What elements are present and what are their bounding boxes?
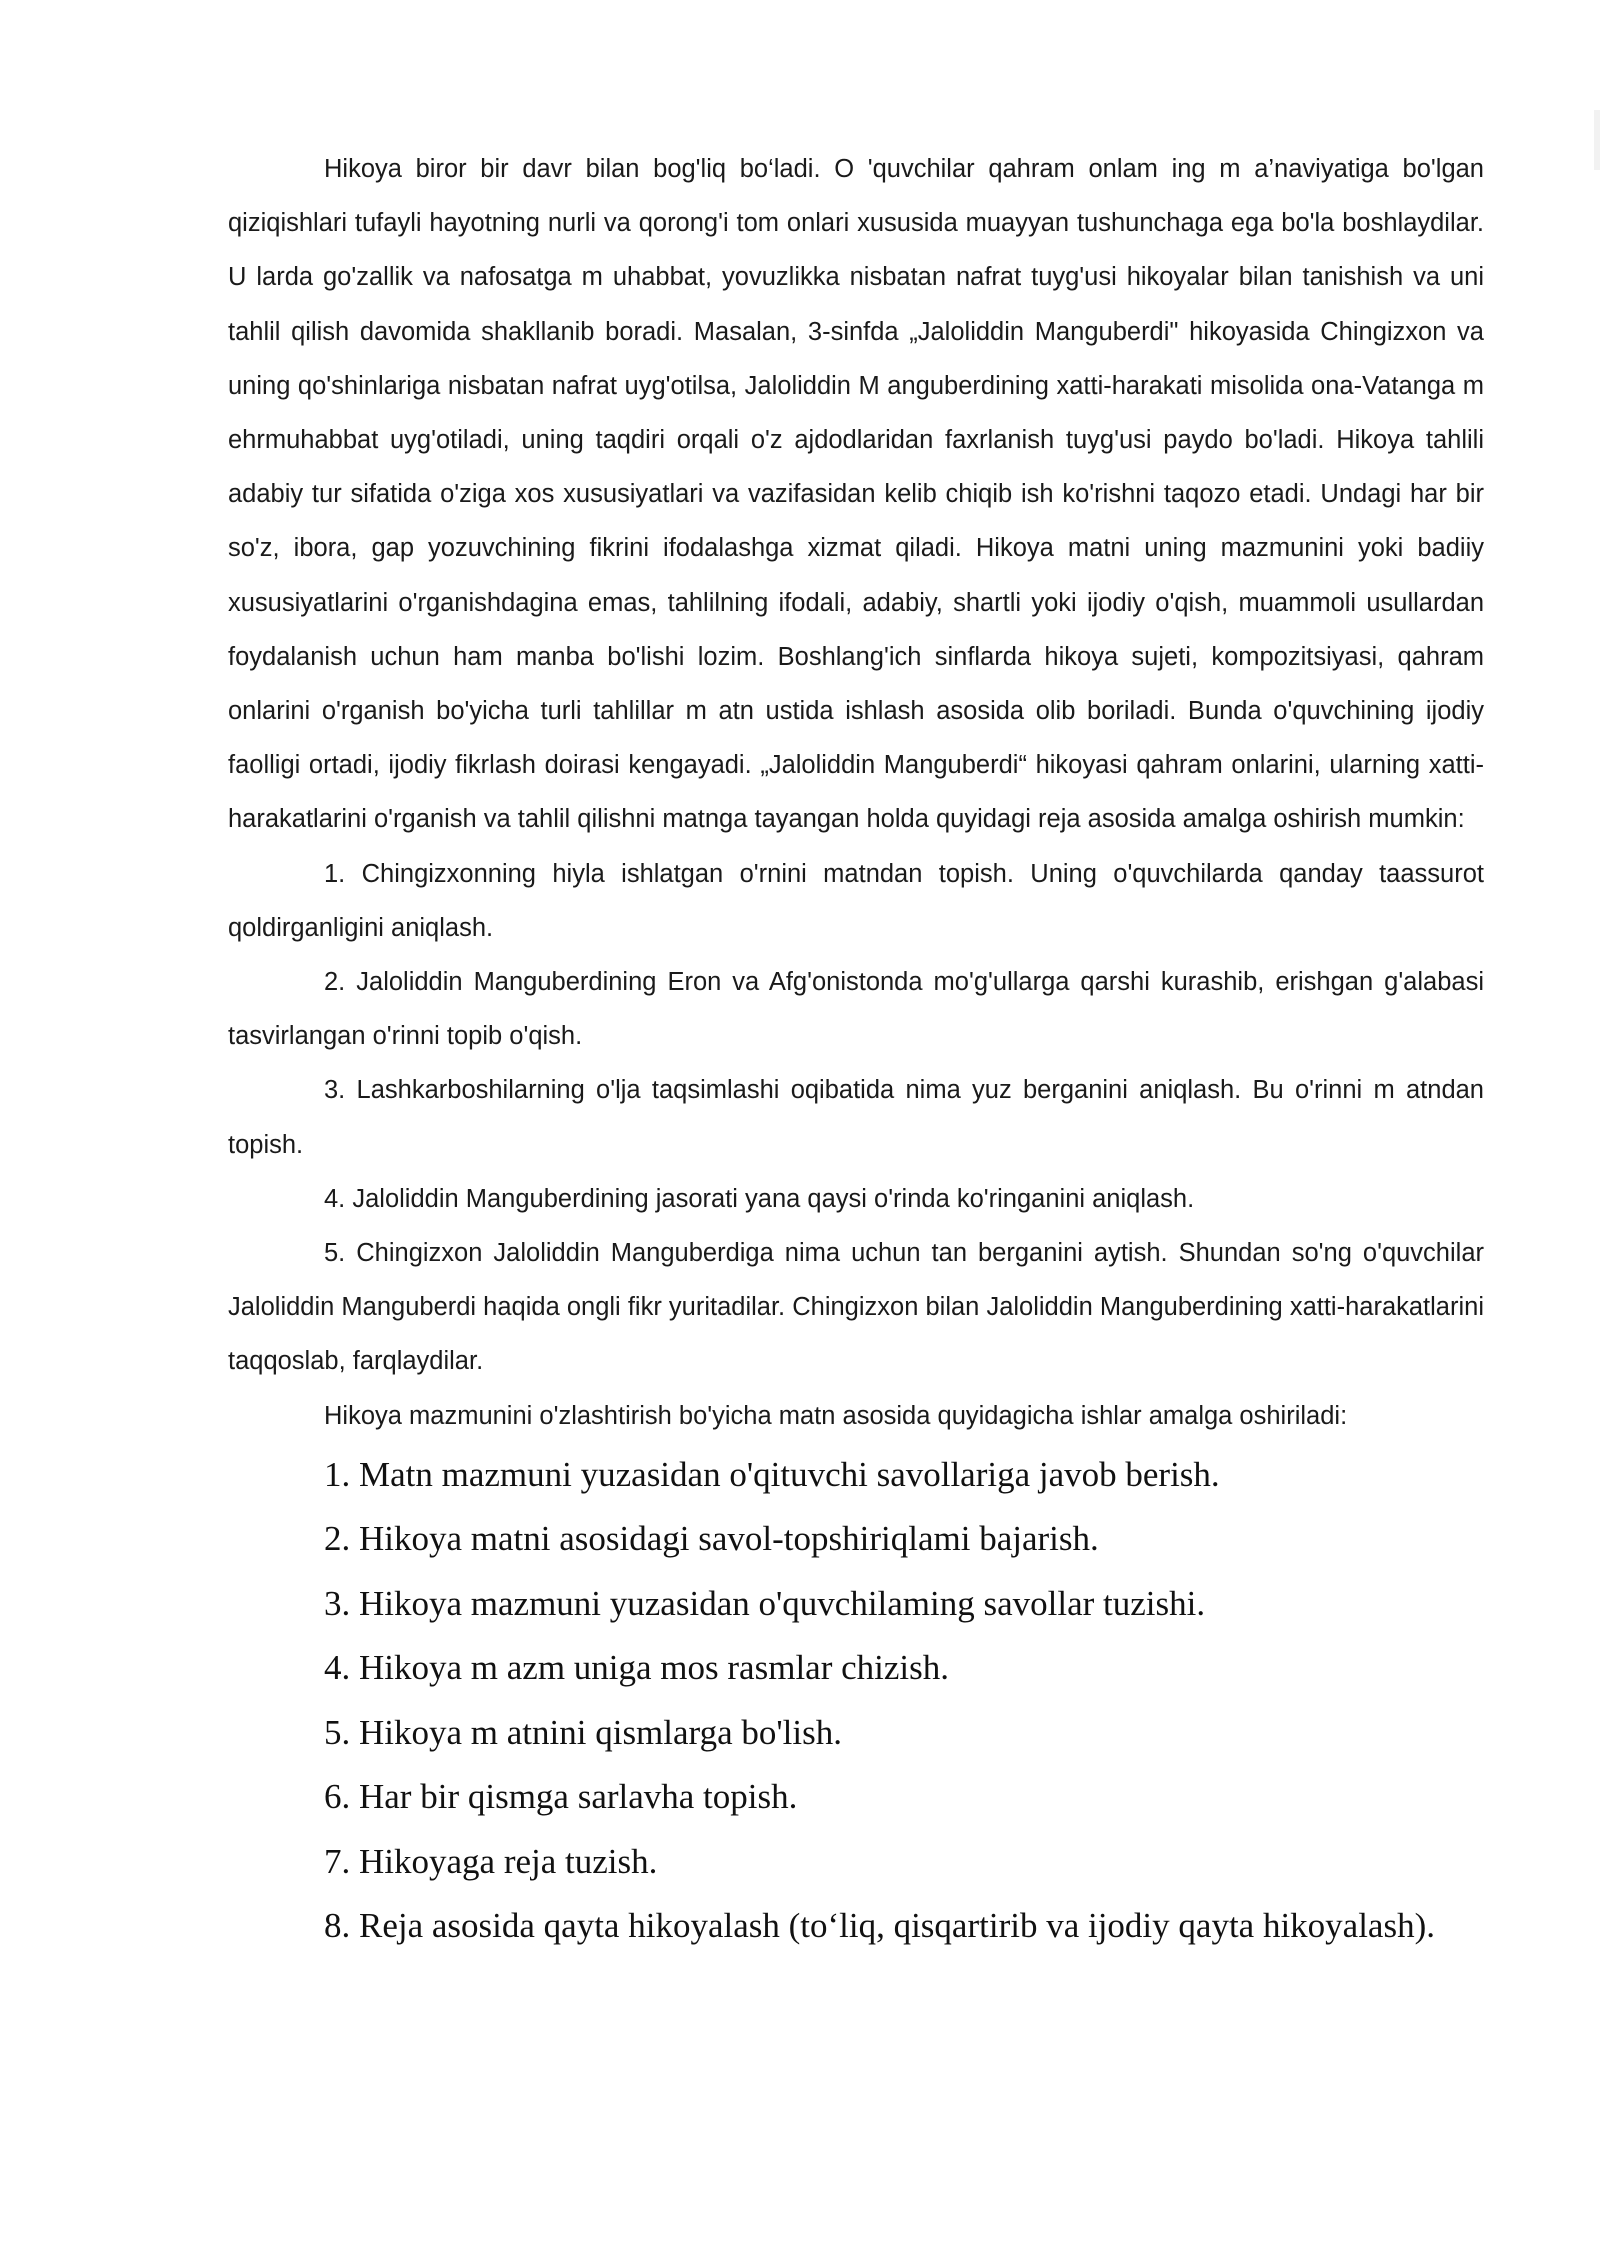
task-item: 4. Hikoya m azm uniga mos rasmlar chizish. <box>324 1648 949 1688</box>
intro-paragraph: Hikoya biror bir davr bilan bog'liq bo‘ladi. O 'quvchilar qahram onlam ing m a’naviyatiga bo'lgan qiziqishlari tufayli hayotning nurli va qorong'i tom onlari xususida muayyan tushunchaga ega bo'la boshlaydilar. U larda go'zallik va nafosatga m uhabbat, yovuzlikka nisbatan nafrat tuyg'usi hikoyalar bilan tanishish va uni tahlil qilish davomida shakllanib boradi. Masalan, 3-sinfda „Jaloliddin Manguberdi" hikoyasida Chingizxon va uning qo'shinlariga nisbatan nafrat uyg'otilsa, Jaloliddin M anguberdining xatti-harakati misolida ona-Vatanga m ehrmuhabbat uyg'otiladi, uning taqdiri orqali o'z ajdodlaridan faxrlanish tuyg'usi paydo bo'ladi. Hikoya tahlili adabiy tur sifatida o'ziga xos xususiyatlari va vazifasidan kelib chiqib ish ko'rishni taqozo etadi. Undagi har bir so'z, ibora, gap yozuvchining fikrini ifodalashga xizmat qiladi. Hikoya matni uning mazmunini yoki badiiy xususiyatlarini o'rganishdagina emas, tahlilning ifodali, adabiy, shartli yoki ijodiy o'qish, muammoli usullardan foydalanish uchun ham manba bo'lishi lozim. Boshlang'ich sinflarda hikoya sujeti, kompozitsiyasi, qahram onlarini o'rganish bo'yicha turli tahlillar m atn ustida ishlash asosida olib boriladi. Bunda o'quvchining ijodiy faolligi ortadi, ijodiy fikrlash doirasi kengayadi. „Jaloliddin Manguberdi“ hikoyasi qahram onlarini, ularning xatti-harakatlarini o'rganish va tahlil qilishni matnga tayangan holda quyidagi reja asosida amalga oshirish mumkin: <box>228 155 1484 834</box>
tasks-intro-paragraph: Hikoya mazmunini o'zlashtirish bo'yicha matn asosida quyidagicha ishlar amalga oshiriladi: <box>324 1401 1348 1430</box>
analysis-step-2: 2. Jaloliddin Manguberdining Eron va Afg'onistonda mo'g'ullarga qarshi kurashib, erishgan g'alabasi tasvirlangan o'rinni topib o'qish. <box>228 968 1484 1051</box>
analysis-step-5: 5. Chingizxon Jaloliddin Manguberdiga nima uchun tan berganini aytish. Shundan so'ng o'quvchilar Jaloliddin Manguberdi haqida ongli fikr yuritadilar. Chingizxon bilan Jaloliddin Manguberdining xatti-harakatlarini taqqoslab, farqlaydilar. <box>228 1239 1484 1376</box>
analysis-step-3: 3. Lashkarboshilarning o'lja taqsimlashi oqibatida nima yuz berganini aniqlash. Bu o'rinni m atndan topish. <box>228 1076 1484 1159</box>
analysis-step-1: 1. Chingizxonning hiyla ishlatgan o'rnini matndan topish. Uning o'quvchilarda qanday taassurot qoldirganligini aniqlash. <box>228 859 1484 942</box>
task-item: 7. Hikoyaga reja tuzish. <box>324 1841 658 1881</box>
task-item: 2. Hikoya matni asosidagi savol-topshiriqlami bajarish. <box>324 1519 1099 1559</box>
task-item: 6. Har bir qismga sarlavha topish. <box>324 1777 798 1817</box>
task-item: 5. Hikoya m atnini qismlarga bo'lish. <box>324 1712 842 1752</box>
analysis-step-4: 4. Jaloliddin Manguberdining jasorati yana qaysi o'rinda ko'ringanini aniqlash. <box>324 1184 1195 1213</box>
document-body <box>228 142 1484 1959</box>
task-item: 1. Matn mazmuni yuzasidan o'qituvchi savollariga javob berish. <box>324 1454 1220 1494</box>
task-item: 3. Hikoya mazmuni yuzasidan o'quvchilaming savollar tuzishi. <box>324 1583 1206 1623</box>
task-item: 8. Reja asosida qayta hikoyalash (to‘liq, qisqartirib va ijodiy qayta hikoyalash). <box>324 1906 1435 1946</box>
page-edge-shadow <box>1594 110 1600 170</box>
